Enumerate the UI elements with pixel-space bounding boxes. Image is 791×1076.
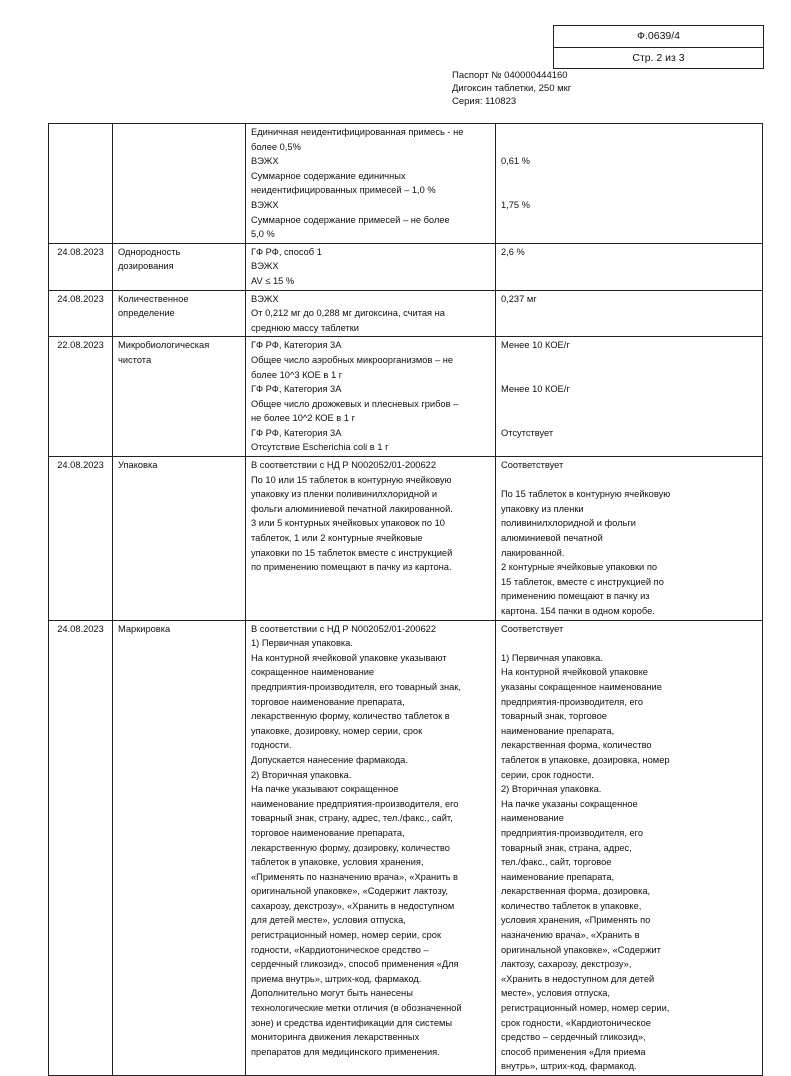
result-line: способ применения «Для приема bbox=[501, 1046, 646, 1057]
requirement-line: В соответствии с НД Р N002052/01-200622 bbox=[251, 460, 436, 471]
test-date-cell: 24.08.2023 bbox=[49, 620, 113, 1075]
requirement-line: ВЭЖХ bbox=[251, 199, 279, 210]
requirement-line: Отсутствие Escherichia coli в 1 г bbox=[251, 442, 389, 453]
result-line: товарный знак, торговое bbox=[501, 711, 607, 722]
result-cell bbox=[496, 124, 763, 244]
requirement-line: Суммарное содержание примесей – не более bbox=[251, 214, 450, 225]
result-line: 2 контурные ячейковые упаковки по bbox=[501, 562, 658, 573]
requirement-line: упаковки по 15 таблеток вместе с инструкцией bbox=[251, 547, 453, 558]
test-date-cell: 22.08.2023 bbox=[49, 337, 113, 457]
test-name-line: чистота bbox=[118, 354, 152, 365]
result-line: поливинилхлоридной и фольги bbox=[501, 518, 636, 529]
test-name-line: Количественное bbox=[118, 293, 189, 304]
requirement-line: торговое наименование препарата, bbox=[251, 827, 405, 838]
requirement-line: По 10 или 15 таблеток в контурную ячейковую bbox=[251, 474, 452, 485]
result-line bbox=[501, 353, 757, 368]
requirement-line: «Применять по назначению врача», «Хранить в bbox=[251, 871, 458, 882]
requirement-cell bbox=[246, 243, 496, 290]
test-name-line: Упаковка bbox=[118, 460, 158, 471]
result-line: 15 таблеток, вместе с инструкцией по bbox=[501, 576, 664, 587]
test-date-cell: 24.08.2023 bbox=[49, 243, 113, 290]
requirement-line: технологические метки отличия (в обозначенной bbox=[251, 1003, 462, 1014]
requirement-line: неидентифицированных примесей – 1,0 % bbox=[251, 185, 436, 196]
test-name-cell bbox=[113, 243, 246, 290]
test-results-table bbox=[48, 123, 763, 1076]
result-line: количество таблеток в упаковке, bbox=[501, 900, 642, 911]
result-line: Менее 10 КОЕ/г bbox=[501, 340, 570, 351]
result-cell bbox=[496, 337, 763, 457]
requirement-cell bbox=[246, 620, 496, 1075]
requirement-line: лекарственную форму, дозировку, количество bbox=[251, 842, 450, 853]
result-line bbox=[501, 411, 757, 426]
result-line bbox=[501, 169, 757, 184]
requirement-line: предприятия-производителя, его товарный знак, bbox=[251, 681, 461, 692]
result-line: товарный знак, страна, адрес, bbox=[501, 842, 632, 853]
requirement-line: упаковку из пленки поливинилхлоридной и bbox=[251, 489, 438, 500]
requirement-line: ВЭЖХ bbox=[251, 156, 279, 167]
result-line: наименование bbox=[501, 813, 564, 824]
requirement-cell bbox=[246, 337, 496, 457]
result-line: предприятия-производителя, его bbox=[501, 827, 644, 838]
requirement-line: Единичная неидентифицированная примесь - не bbox=[251, 127, 464, 137]
result-line: лекарственная форма, количество bbox=[501, 740, 652, 751]
result-line bbox=[501, 368, 757, 383]
result-line: 1,75 % bbox=[501, 199, 530, 210]
result-line: месте», условия отпуска, bbox=[501, 988, 610, 999]
requirement-line: ВЭЖХ bbox=[251, 261, 279, 272]
test-name-cell bbox=[113, 124, 246, 244]
test-date-cell: 24.08.2023 bbox=[49, 290, 113, 337]
result-line: картона. 154 пачки в одном коробе. bbox=[501, 606, 655, 616]
product-name: Дигоксин таблетки, 250 мкг bbox=[452, 83, 572, 94]
requirement-line: товарный знак, страну, адрес, тел./факс., сайт, bbox=[251, 813, 453, 824]
requirement-line: оригинальной упаковке», «Содержит лактозу, bbox=[251, 886, 448, 897]
table-row bbox=[49, 124, 763, 244]
requirement-line: для детей месте», условия отпуска, bbox=[251, 915, 406, 926]
result-line bbox=[501, 440, 757, 455]
result-cell bbox=[496, 620, 763, 1075]
requirement-line: более 0,5% bbox=[251, 141, 301, 152]
result-line: 2) Вторичная упаковка. bbox=[501, 784, 602, 795]
result-cell bbox=[496, 290, 763, 337]
requirement-line: зоне) и средства идентификации для системы bbox=[251, 1017, 453, 1028]
result-line: «Хранить в недоступном для детей bbox=[501, 973, 655, 984]
result-line: алюминиевой печатной bbox=[501, 533, 603, 544]
test-name-cell bbox=[113, 290, 246, 337]
requirement-line: ВЭЖХ bbox=[251, 293, 279, 304]
test-name-line: Маркировка bbox=[118, 623, 171, 634]
result-line: внутрь», штрих-код, фармакод. bbox=[501, 1061, 637, 1072]
requirement-line: среднюю массу таблетки bbox=[251, 322, 359, 333]
page-number: Стр. 2 из 3 bbox=[554, 47, 763, 68]
requirement-line: препаратов для медицинского применения. bbox=[251, 1046, 440, 1057]
table-row bbox=[49, 290, 763, 337]
requirement-line: Общее число дрожжевых и плесневых грибов – bbox=[251, 398, 459, 409]
result-line: Отсутствует bbox=[501, 427, 554, 438]
requirement-line: Дополнительно могут быть нанесены bbox=[251, 988, 413, 999]
result-cell bbox=[496, 457, 763, 621]
requirement-line: наименование предприятия-производителя, его bbox=[251, 798, 459, 809]
result-line: тел./факс., сайт, торговое bbox=[501, 857, 612, 868]
requirement-line: мониторинга движения лекарственных bbox=[251, 1032, 420, 1043]
requirement-line: лекарственную форму, количество таблеток в bbox=[251, 711, 450, 722]
result-line bbox=[501, 227, 757, 242]
result-line: По 15 таблеток в контурную ячейковую bbox=[501, 489, 671, 500]
table-row bbox=[49, 620, 763, 1075]
requirement-line: по применению помещают в пачку из картона. bbox=[251, 562, 452, 573]
form-code: Ф.0639/4 bbox=[636, 30, 680, 42]
result-line: таблеток в упаковке, дозировка, номер bbox=[501, 754, 670, 765]
requirement-line: ГФ РФ, Категория 3А bbox=[251, 427, 342, 438]
requirement-cell bbox=[246, 290, 496, 337]
result-line: условия хранения, «Применять по bbox=[501, 915, 651, 926]
result-line: средство – сердечный гликозид», bbox=[501, 1032, 646, 1043]
test-date-cell: 24.08.2023 bbox=[49, 457, 113, 621]
requirement-line: От 0,212 мг до 0,288 мг дигоксина, считая на bbox=[251, 308, 445, 319]
test-name-line: Однородность bbox=[118, 246, 181, 257]
form-code-box bbox=[553, 25, 764, 69]
result-line: упаковку из пленки bbox=[501, 503, 584, 514]
result-line bbox=[501, 636, 757, 651]
requirement-line: регистрационный номер, номер серии, срок bbox=[251, 930, 442, 941]
requirement-line: Суммарное содержание единичных bbox=[251, 170, 406, 181]
result-line bbox=[501, 140, 757, 155]
requirement-line: годности, «Кардиотоническое средство – bbox=[251, 944, 429, 955]
result-line: Соответствует bbox=[501, 460, 564, 471]
requirement-line: 5,0 % bbox=[251, 229, 275, 240]
requirement-line: ГФ РФ, Категория 3А bbox=[251, 384, 342, 395]
result-line: назначению врача», «Хранить в bbox=[501, 930, 640, 941]
table-row bbox=[49, 457, 763, 621]
test-name-cell bbox=[113, 337, 246, 457]
test-name-cell bbox=[113, 457, 246, 621]
result-line: наименование препарата, bbox=[501, 725, 615, 736]
result-line: регистрационный номер, номер серии, bbox=[501, 1003, 670, 1014]
series-number: Серия: 110823 bbox=[452, 96, 517, 107]
requirement-line: приема внутрь», штрих-код, фармакод. bbox=[251, 973, 422, 984]
result-cell bbox=[496, 243, 763, 290]
requirement-line: 2) Вторичная упаковка. bbox=[251, 769, 352, 780]
table-row bbox=[49, 337, 763, 457]
requirement-line: 3 или 5 контурных ячейковых упаковок по 10 bbox=[251, 518, 445, 529]
result-line bbox=[501, 125, 757, 140]
result-line: лакированной. bbox=[501, 547, 565, 558]
test-name-line: Микробиологическая bbox=[118, 340, 210, 351]
requirement-line: AV ≤ 15 % bbox=[251, 275, 295, 286]
test-name-line: определение bbox=[118, 308, 175, 319]
test-name-cell bbox=[113, 620, 246, 1075]
requirement-line: сердечный гликозид», способ применения «Для bbox=[251, 959, 459, 970]
result-line: Менее 10 КОЕ/г bbox=[501, 384, 570, 395]
requirement-line: более 10^3 КОЕ в 1 г bbox=[251, 369, 343, 380]
result-line: 0,61 % bbox=[501, 156, 530, 167]
result-line: лекарственная форма, дозировка, bbox=[501, 886, 651, 897]
requirement-cell bbox=[246, 457, 496, 621]
result-line: применению помещают в пачку из bbox=[501, 591, 650, 602]
result-line bbox=[501, 213, 757, 228]
requirement-line: На пачке указывают сокращенное bbox=[251, 784, 399, 795]
result-line: лактозу, сахарозу, декстрозу», bbox=[501, 959, 632, 970]
result-line: указаны сокращенное наименование bbox=[501, 681, 662, 692]
requirement-line: упаковке, дозировку, номер серии, срок bbox=[251, 725, 423, 736]
requirement-line: На контурной ячейковой упаковке указывают bbox=[251, 652, 447, 663]
result-line: 2,6 % bbox=[501, 246, 525, 257]
requirement-line: сокращенное наименование bbox=[251, 667, 375, 678]
requirement-line: не более 10^2 КОЕ в 1 г bbox=[251, 413, 355, 424]
result-line bbox=[501, 473, 757, 488]
requirement-line: Общее число аэробных микроорганизмов – не bbox=[251, 354, 454, 365]
requirement-line: таблеток в упаковке, условия хранения, bbox=[251, 857, 424, 868]
requirement-line: годности. bbox=[251, 740, 292, 751]
result-line: серии, срок годности. bbox=[501, 769, 594, 780]
requirement-line: таблеток, 1 или 2 контурные ячейковые bbox=[251, 533, 423, 544]
result-line: наименование препарата, bbox=[501, 871, 615, 882]
result-line: На контурной ячейковой упаковке bbox=[501, 667, 648, 678]
requirement-line: Допускается нанесение фармакода. bbox=[251, 754, 408, 765]
requirement-line: ГФ РФ, способ 1 bbox=[251, 246, 322, 257]
result-line bbox=[501, 183, 757, 198]
test-date-cell bbox=[49, 124, 113, 244]
result-line: 0,237 мг bbox=[501, 293, 537, 304]
requirement-line: фольги алюминиевой печатной лакированной. bbox=[251, 503, 453, 514]
requirement-line: В соответствии с НД Р N002052/01-200622 bbox=[251, 623, 436, 634]
result-line: 1) Первичная упаковка. bbox=[501, 652, 603, 663]
result-line: предприятия-производителя, его bbox=[501, 696, 644, 707]
result-line bbox=[501, 397, 757, 412]
passport-number: Паспорт № 040000444160 bbox=[452, 70, 568, 81]
test-name-line: дозирования bbox=[118, 261, 174, 272]
requirement-cell bbox=[246, 124, 496, 244]
result-line: Соответствует bbox=[501, 623, 564, 634]
requirement-line: 1) Первичная упаковка. bbox=[251, 638, 353, 649]
requirement-line: сахарозу, декстрозу», «Хранить в недоступном bbox=[251, 900, 455, 911]
requirement-line: торговое наименование препарата, bbox=[251, 696, 405, 707]
result-line: На пачке указаны сокращенное bbox=[501, 798, 638, 809]
table-row bbox=[49, 243, 763, 290]
passport-header bbox=[452, 69, 571, 108]
requirement-line: ГФ РФ, Категория 3А bbox=[251, 340, 342, 351]
result-line: оригинальной упаковке», «Содержит bbox=[501, 944, 661, 955]
result-line: срок годности, «Кардиотоническое bbox=[501, 1017, 651, 1028]
